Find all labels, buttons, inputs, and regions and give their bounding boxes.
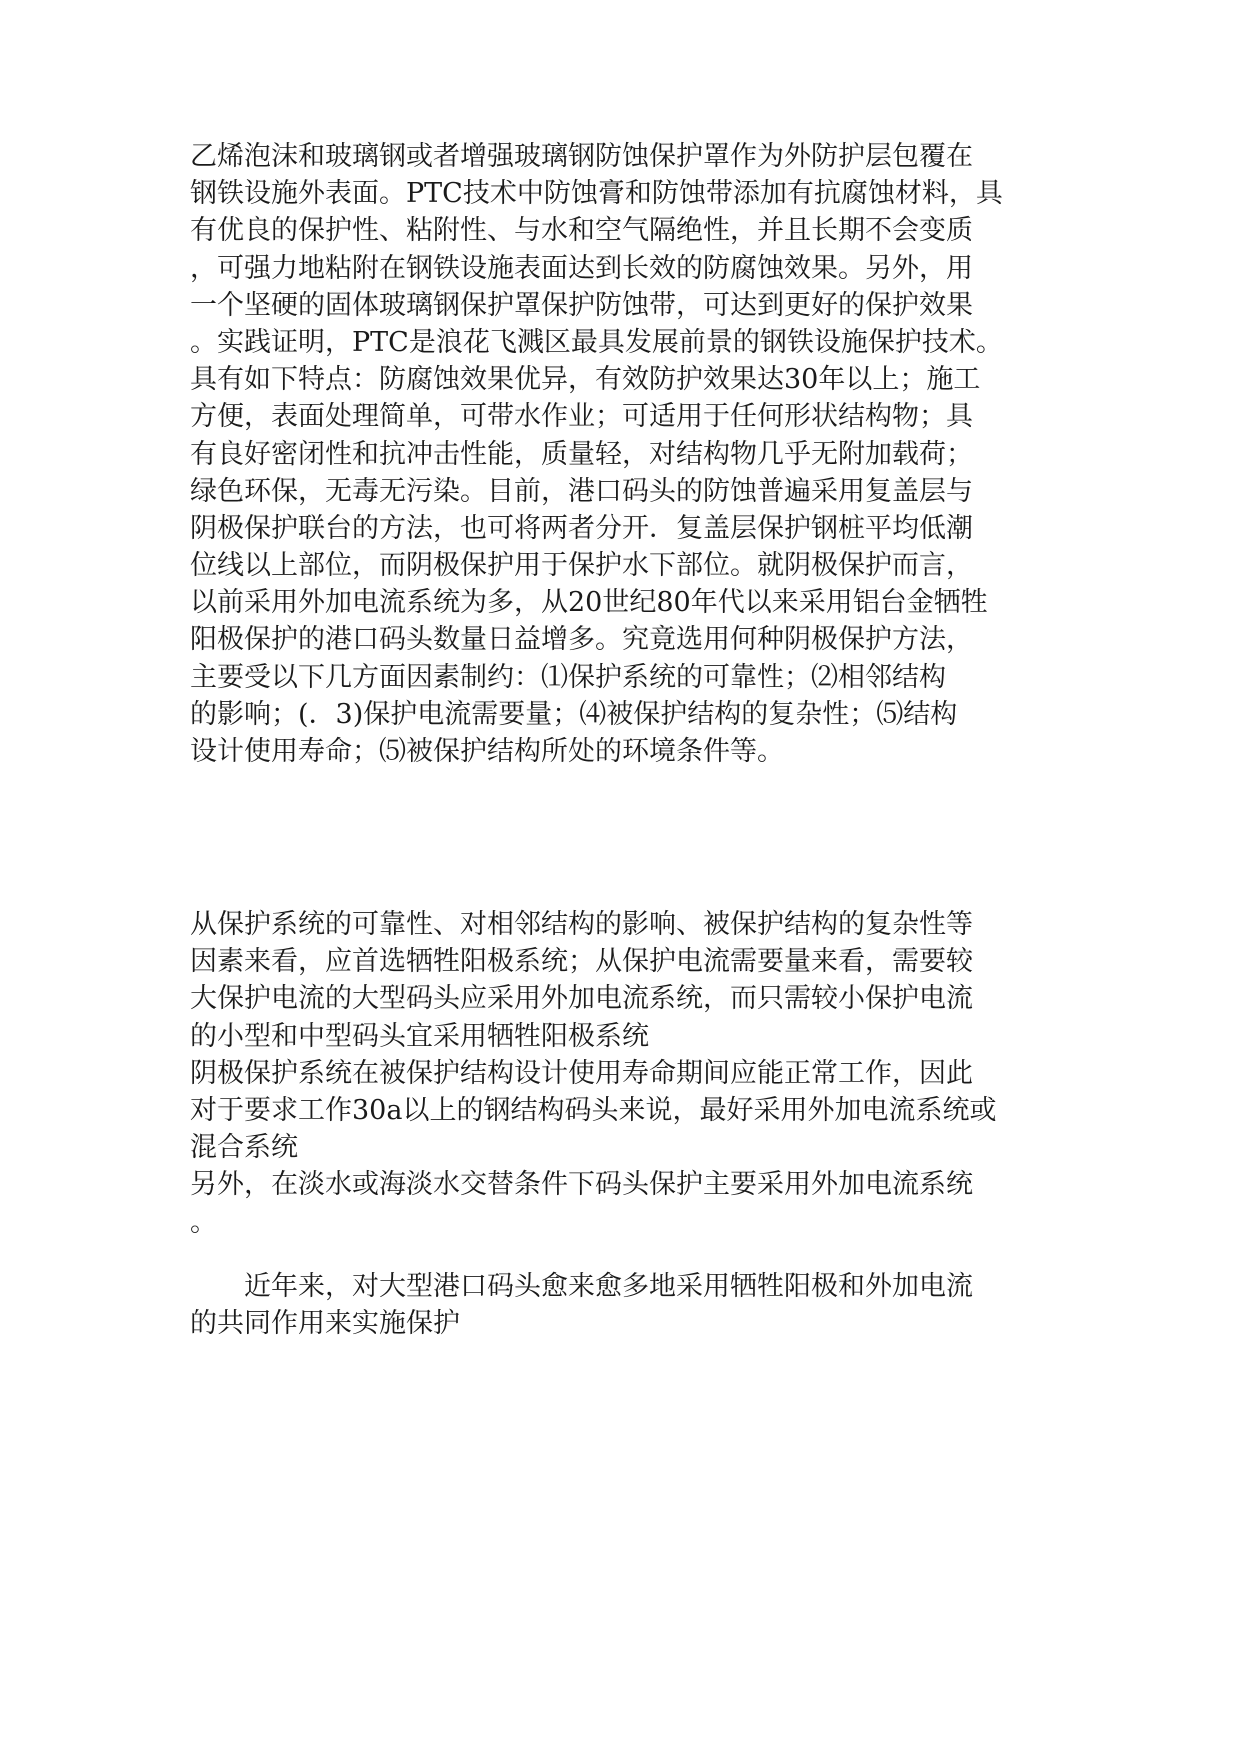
text-line: 绿色环保，无毒无污染。目前，港口码头的防蚀普遍采用复盖层与	[190, 475, 973, 507]
text-line: 的小型和中型码头宜采用牺牲阳极系统	[190, 1020, 649, 1052]
text-line: 设计使用寿命；⑸被保护结构所处的环境条件等。	[190, 736, 784, 767]
text-line: 。	[190, 1206, 217, 1238]
text-line: 另外，在淡水或海淡水交替条件下码头保护主要采用外加电流系统	[190, 1169, 973, 1201]
text-line: 从保护系统的可靠性、对相邻结构的影响、被保护结构的复杂性等	[190, 909, 973, 940]
text-line: 。实践证明，PTC是浪花飞溅区最具发展前景的钢铁设施保护技术。	[190, 326, 1003, 358]
paragraph-system-selection	[190, 906, 1090, 1241]
text-line: 有良好密闭性和抗冲击性能，质量轻，对结构物几乎无附加载荷；	[190, 438, 973, 470]
text-line: 阴极保护联台的方法，也可将两者分开．复盖层保护钢桩平均低潮	[190, 512, 973, 544]
text-line: 混合系统	[190, 1132, 298, 1164]
text-line: 有优良的保护性、粘附性、与水和空气隔绝性，并且长期不会变质	[190, 215, 973, 247]
text-line: 近年来，对大型港口码头愈来愈多地采用牺牲阳极和外加电流	[244, 1271, 973, 1302]
text-line: 方便，表面处理简单，可带水作业；可适用于任何形状结构物；具	[190, 401, 973, 433]
text-line: 一个坚硬的固体玻璃钢保护罩保护防蚀带，可达到更好的保护效果	[190, 289, 973, 321]
text-line: 钢铁设施外表面。PTC技术中防蚀膏和防蚀带添加有抗腐蚀材料，具	[190, 178, 1003, 210]
text-line: 乙烯泡沫和玻璃钢或者增强玻璃钢防蚀保护罩作为外防护层包覆在	[190, 141, 973, 172]
text-line: 大保护电流的大型码头应采用外加电流系统，而只需较小保护电流	[190, 983, 973, 1015]
paragraph-ptc-protection	[190, 138, 1090, 770]
text-line: ，可强力地粘附在钢铁设施表面达到长效的防腐蚀效果。另外，用	[190, 252, 973, 284]
text-line: 主要受以下几方面因素制约：⑴保护系统的可靠性；⑵相邻结构	[190, 661, 946, 693]
text-line: 以前采用外加电流系统为多，从20世纪80年代以来采用铝台金牺牲	[190, 587, 988, 619]
text-line: 具有如下特点：防腐蚀效果优异，有效防护效果达30年以上；施工	[190, 364, 981, 396]
text-line: 位线以上部位，而阴极保护用于保护水下部位。就阴极保护而言，	[190, 550, 973, 582]
text-line: 对于要求工作30a以上的钢结构码头来说，最好采用外加电流系统或	[190, 1094, 997, 1126]
text-line: 因素来看，应首选牺牲阳极系统；从保护电流需要量来看，需要较	[190, 946, 973, 978]
paragraph-recent-trend	[190, 1268, 1090, 1342]
text-line: 的共同作用来实施保护	[190, 1308, 460, 1340]
text-line: 阳极保护的港口码头数量日益增多。究竟选用何种阴极保护方法，	[190, 624, 973, 656]
text-line: 阴极保护系统在被保护结构设计使用寿命期间应能正常工作，因此	[190, 1057, 973, 1089]
text-line: 的影响；(．3)保护电流需要量；⑷被保护结构的复杂性；⑸结构	[190, 698, 958, 730]
